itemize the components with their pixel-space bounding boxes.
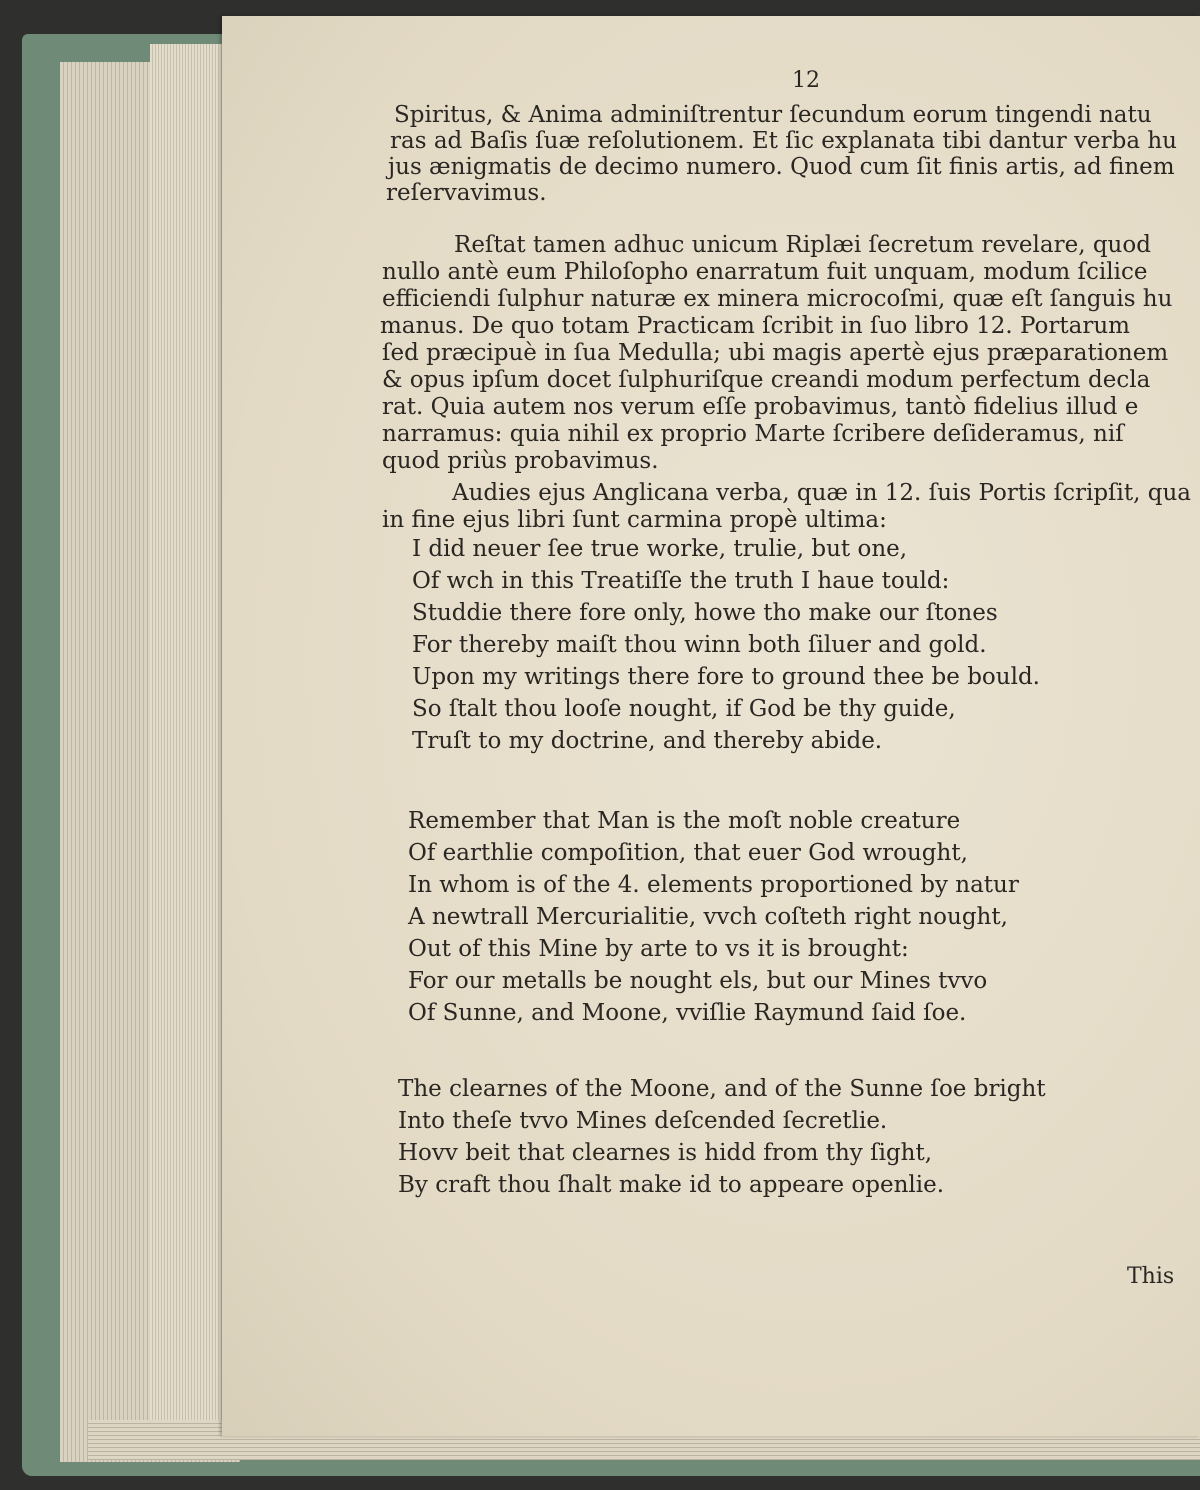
text-line: Reſtat tamen adhuc unicum Riplæi ſecretum revelare, quod <box>454 232 1151 258</box>
text-line: & opus ipſum docet ſulphuriſque creandi modum perfectum decla <box>382 367 1151 393</box>
text-line: manus. De quo totam Practicam ſcribit in ſuo libro 12. Portarum <box>380 313 1130 339</box>
text-line: nullo antè eum Philoſopho enarratum fuit unquam, modum ſcilice <box>382 259 1148 285</box>
verse-line: I did neuer ſee true worke, trulie, but one, <box>412 536 908 562</box>
verse-line: Remember that Man is the moſt noble creature <box>408 808 961 834</box>
verse-line: Of earthlie compoſition, that euer God wrought, <box>408 840 968 866</box>
catchword: This <box>1127 1264 1175 1289</box>
text-line: narramus: quia nihil ex proprio Marte ſcribere deſideramus, niſ <box>382 421 1124 447</box>
verse-line: In whom is of the 4. elements proportioned by natur <box>408 872 1019 898</box>
text-line: rat. Quia autem nos verum eſſe probavimus, tantò fidelius illud e <box>382 394 1139 420</box>
verse-line: Hovv beit that clearnes is hidd from thy ſight, <box>398 1140 933 1166</box>
verse-line: The clearnes of the Moone, and of the Sunne ſoe bright <box>398 1076 1046 1102</box>
verse-line: Studdie there fore only, howe tho make our ſtones <box>412 600 998 626</box>
text-line: jus ænigmatis de decimo numero. Quod cum ſit finis artis, ad finem <box>388 154 1175 180</box>
verse-line: By craft thou ſhalt make id to appeare openlie. <box>398 1172 945 1198</box>
verse-line: Of Sunne, and Moone, vviſlie Raymund ſaid ſoe. <box>408 1000 967 1026</box>
book-page <box>222 16 1200 1436</box>
verse-line: Of wch in this Treatiſſe the truth I haue tould: <box>412 568 950 594</box>
text-line: Audies ejus Anglicana verba, quæ in 12. ſuis Portis ſcripſit, qua <box>452 480 1192 506</box>
verse-line: Upon my writings there fore to ground thee be bould. <box>412 664 1040 690</box>
text-line: Spiritus, & Anima adminiſtrentur ſecundum eorum tingendi natu <box>394 102 1152 128</box>
verse-line: For our metalls be nought els, but our Mines tvvo <box>408 968 988 994</box>
text-line: ſed præcipuè in ſua Medulla; ubi magis apertè ejus præparationem <box>382 340 1169 366</box>
verse-line: For thereby maiſt thou winn both ſiluer and gold. <box>412 632 987 658</box>
verse-line: So ſtalt thou looſe nought, if God be thy guide, <box>412 696 956 722</box>
text-line: reſervavimus. <box>386 180 547 206</box>
verse-line: Truſt to my doctrine, and thereby abide. <box>412 728 883 754</box>
verse-line: A newtrall Mercurialitie, vvch coſteth right nought, <box>408 904 1008 930</box>
verse-line: Into theſe tvvo Mines deſcended ſecretlie. <box>398 1108 888 1134</box>
text-line: efficiendi ſulphur naturæ ex minera microcoſmi, quæ eſt ſanguis hu <box>382 286 1173 312</box>
page-number: 12 <box>792 68 820 93</box>
text-line: quod priùs probavimus. <box>382 448 659 474</box>
text-line: in fine ejus libri ſunt carmina propè ultima: <box>382 507 887 533</box>
text-line: ras ad Baſis ſuæ reſolutionem. Et ſic explanata tibi dantur verba hu <box>390 128 1177 154</box>
verse-line: Out of this Mine by arte to vs it is brought: <box>408 936 909 962</box>
